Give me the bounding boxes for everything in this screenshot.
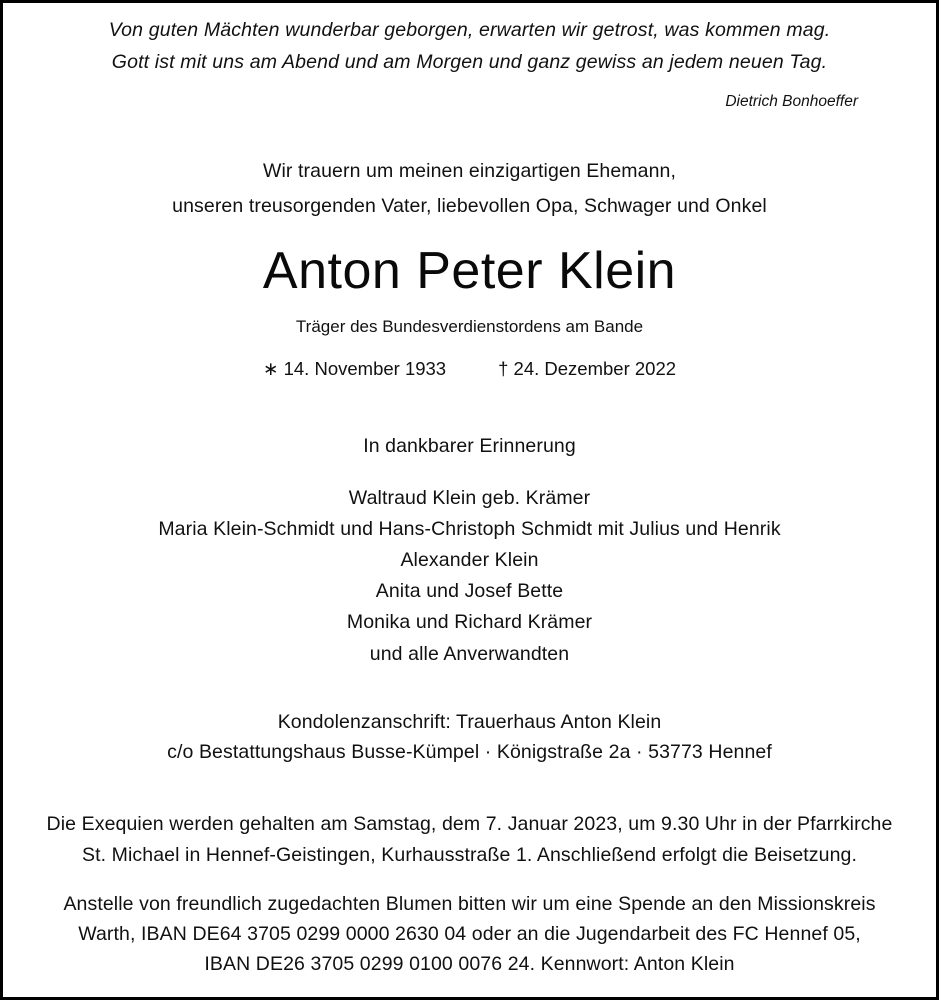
quote-author: Dietrich Bonhoeffer: [725, 93, 858, 110]
intro-line-1: Wir trauern um meinen einzigartigen Ehemann,: [262, 160, 676, 182]
remembrance-line: In dankbarer Erinnerung: [363, 435, 576, 457]
deceased-name: Anton Peter Klein: [262, 242, 677, 300]
birth-date: ∗ 14. November 1933: [262, 358, 447, 379]
exequien-line-2: St. Michael in Hennef-Geistingen, Kurhausstraße 1. Anschließend erfolgt die Beisetzung.: [81, 844, 858, 866]
exequien-line-1: Die Exequien werden gehalten am Samstag, dem 7. Januar 2023, um 9.30 Uhr in der Pfarrkirche: [46, 813, 893, 835]
mourner-line: Waltraud Klein geb. Krämer: [348, 487, 591, 509]
death-date: † 24. Dezember 2022: [498, 358, 677, 379]
mourner-line: Maria Klein-Schmidt und Hans-Christoph Schmidt mit Julius und Henrik: [158, 518, 781, 540]
quote-line-2: Gott ist mit uns am Abend und am Morgen und ganz gewiss an jedem neuen Tag.: [111, 51, 828, 73]
donation-line-2: Warth, IBAN DE64 3705 0299 0000 2630 04 oder an die Jugendarbeit des FC Hennef 05,: [78, 923, 861, 945]
mourner-line: und alle Anverwandten: [369, 643, 570, 665]
donation-line-3: IBAN DE26 3705 0299 0100 0076 24. Kennwort: Anton Klein: [204, 953, 735, 975]
quote-line-1: Von guten Mächten wunderbar geborgen, erwarten wir getrost, was kommen mag.: [108, 19, 831, 41]
mourner-line: Anita und Josef Bette: [375, 580, 564, 602]
condolence-line-2: c/o Bestattungshaus Busse-Kümpel · Königstraße 2a · 53773 Hennef: [167, 741, 772, 763]
mourner-line: Monika und Richard Krämer: [346, 611, 593, 633]
intro-line-2: unseren treusorgenden Vater, liebevollen Opa, Schwager und Onkel: [172, 195, 767, 217]
condolence-line-1: Kondolenzanschrift: Trauerhaus Anton Klein: [277, 711, 662, 733]
honor-line: Träger des Bundesverdienstordens am Bande: [295, 317, 644, 336]
life-dates: [3, 358, 936, 380]
donation-line-1: Anstelle von freundlich zugedachten Blumen bitten wir um eine Spende an den Missionskreis: [63, 893, 876, 915]
mourner-line: Alexander Klein: [400, 549, 539, 571]
